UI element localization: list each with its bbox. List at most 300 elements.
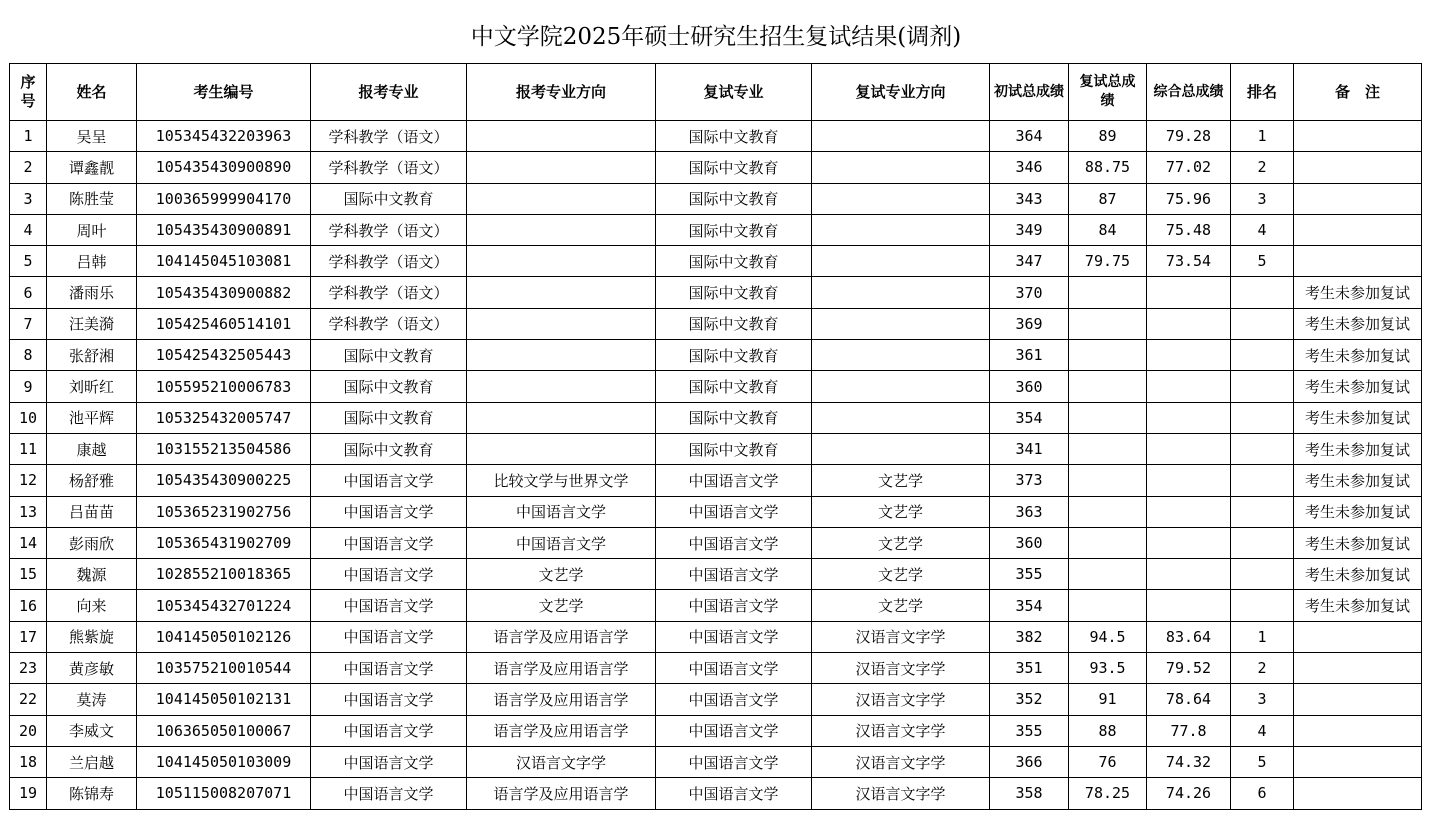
- cell-note: 考生未参加复试: [1294, 527, 1422, 558]
- cell-seq: 14: [10, 527, 47, 558]
- cell-overall-score: [1147, 559, 1231, 590]
- cell-name: 吴呈: [47, 121, 137, 152]
- cell-retest-major: 中国语言文学: [656, 778, 812, 809]
- cell-rank: 4: [1231, 214, 1294, 245]
- cell-seq: 6: [10, 277, 47, 308]
- cell-retest-major: 国际中文教育: [656, 277, 812, 308]
- table-row: [10, 340, 1422, 371]
- table-row: [10, 559, 1422, 590]
- cell-seq: 15: [10, 559, 47, 590]
- cell-candidate-id: 105115008207071: [137, 778, 311, 809]
- cell-note: [1294, 653, 1422, 684]
- table-row: [10, 402, 1422, 433]
- cell-retest-major: 国际中文教育: [656, 340, 812, 371]
- cell-name: 杨舒雅: [47, 465, 137, 496]
- cell-retest-direction: 文艺学: [812, 590, 990, 621]
- cell-seq: 19: [10, 778, 47, 809]
- cell-name: 熊紫旋: [47, 621, 137, 652]
- header-row: [10, 64, 1422, 121]
- page-title: 中文学院2025年硕士研究生招生复试结果(调剂): [470, 24, 962, 50]
- cell-rank: [1231, 496, 1294, 527]
- cell-overall-score: 83.64: [1147, 621, 1231, 652]
- cell-rank: [1231, 559, 1294, 590]
- cell-overall-score: 79.28: [1147, 121, 1231, 152]
- cell-overall-score: [1147, 402, 1231, 433]
- cell-retest-score: [1069, 433, 1147, 464]
- cell-name: 谭鑫靓: [47, 152, 137, 183]
- cell-candidate-id: 105595210006783: [137, 371, 311, 402]
- cell-rank: [1231, 465, 1294, 496]
- cell-initial-score: 363: [990, 496, 1069, 527]
- cell-retest-direction: [812, 183, 990, 214]
- cell-applied-direction: [467, 402, 656, 433]
- cell-applied-direction: [467, 308, 656, 339]
- table-row: [10, 277, 1422, 308]
- header-retest-score: 复试总成绩: [1069, 64, 1147, 121]
- cell-overall-score: 74.26: [1147, 778, 1231, 809]
- header-rank: 排名: [1231, 64, 1294, 121]
- cell-retest-direction: 文艺学: [812, 465, 990, 496]
- cell-retest-direction: 文艺学: [812, 559, 990, 590]
- cell-seq: 23: [10, 653, 47, 684]
- cell-retest-score: [1069, 590, 1147, 621]
- cell-candidate-id: 100365999904170: [137, 183, 311, 214]
- cell-seq: 18: [10, 746, 47, 777]
- cell-candidate-id: 105435430900882: [137, 277, 311, 308]
- cell-note: [1294, 778, 1422, 809]
- cell-applied-direction: [467, 340, 656, 371]
- cell-rank: 2: [1231, 653, 1294, 684]
- header-initial-score: 初试总成绩: [990, 64, 1069, 121]
- cell-applied-direction: [467, 152, 656, 183]
- cell-candidate-id: 105365231902756: [137, 496, 311, 527]
- cell-name: 莫涛: [47, 684, 137, 715]
- cell-retest-major: 国际中文教育: [656, 371, 812, 402]
- cell-retest-major: 中国语言文学: [656, 559, 812, 590]
- cell-name: 彭雨欣: [47, 527, 137, 558]
- table-row: [10, 121, 1422, 152]
- cell-retest-score: 87: [1069, 183, 1147, 214]
- cell-retest-major: 中国语言文学: [656, 653, 812, 684]
- cell-seq: 2: [10, 152, 47, 183]
- cell-applied-major: 中国语言文学: [311, 778, 467, 809]
- cell-overall-score: 77.02: [1147, 152, 1231, 183]
- cell-seq: 20: [10, 715, 47, 746]
- cell-seq: 12: [10, 465, 47, 496]
- cell-overall-score: 77.8: [1147, 715, 1231, 746]
- cell-applied-direction: [467, 183, 656, 214]
- table-row: [10, 433, 1422, 464]
- cell-candidate-id: 106365050100067: [137, 715, 311, 746]
- cell-applied-direction: 语言学及应用语言学: [467, 684, 656, 715]
- table-row: [10, 715, 1422, 746]
- table-row: [10, 183, 1422, 214]
- cell-name: 黄彦敏: [47, 653, 137, 684]
- cell-initial-score: 341: [990, 433, 1069, 464]
- cell-retest-direction: 汉语言文字学: [812, 684, 990, 715]
- cell-overall-score: 74.32: [1147, 746, 1231, 777]
- cell-applied-major: 学科教学（语文）: [311, 308, 467, 339]
- cell-retest-score: 93.5: [1069, 653, 1147, 684]
- cell-retest-direction: [812, 152, 990, 183]
- cell-initial-score: 347: [990, 246, 1069, 277]
- cell-note: [1294, 183, 1422, 214]
- cell-note: [1294, 715, 1422, 746]
- cell-overall-score: [1147, 496, 1231, 527]
- cell-retest-score: [1069, 308, 1147, 339]
- cell-retest-direction: 汉语言文字学: [812, 778, 990, 809]
- cell-applied-direction: 语言学及应用语言学: [467, 653, 656, 684]
- cell-retest-score: [1069, 340, 1147, 371]
- cell-overall-score: 75.48: [1147, 214, 1231, 245]
- cell-rank: 1: [1231, 121, 1294, 152]
- table-row: [10, 214, 1422, 245]
- cell-retest-direction: 汉语言文字学: [812, 653, 990, 684]
- cell-initial-score: 354: [990, 590, 1069, 621]
- cell-applied-direction: [467, 214, 656, 245]
- cell-applied-major: 中国语言文学: [311, 621, 467, 652]
- cell-applied-major: 中国语言文学: [311, 465, 467, 496]
- cell-note: 考生未参加复试: [1294, 277, 1422, 308]
- cell-applied-major: 国际中文教育: [311, 340, 467, 371]
- cell-retest-score: 84: [1069, 214, 1147, 245]
- cell-candidate-id: 102855210018365: [137, 559, 311, 590]
- cell-note: 考生未参加复试: [1294, 402, 1422, 433]
- cell-name: 陈胜莹: [47, 183, 137, 214]
- cell-applied-major: 学科教学（语文）: [311, 246, 467, 277]
- cell-applied-major: 学科教学（语文）: [311, 152, 467, 183]
- cell-applied-direction: 语言学及应用语言学: [467, 715, 656, 746]
- cell-applied-direction: 文艺学: [467, 559, 656, 590]
- cell-name: 魏源: [47, 559, 137, 590]
- cell-retest-major: 中国语言文学: [656, 527, 812, 558]
- cell-note: [1294, 746, 1422, 777]
- cell-applied-major: 学科教学（语文）: [311, 277, 467, 308]
- cell-candidate-id: 105345432701224: [137, 590, 311, 621]
- cell-seq: 17: [10, 621, 47, 652]
- cell-applied-major: 中国语言文学: [311, 559, 467, 590]
- cell-retest-score: [1069, 371, 1147, 402]
- cell-note: 考生未参加复试: [1294, 590, 1422, 621]
- cell-initial-score: 346: [990, 152, 1069, 183]
- cell-candidate-id: 104145050103009: [137, 746, 311, 777]
- cell-seq: 13: [10, 496, 47, 527]
- cell-applied-direction: [467, 277, 656, 308]
- cell-retest-score: 88: [1069, 715, 1147, 746]
- cell-initial-score: 354: [990, 402, 1069, 433]
- cell-initial-score: 349: [990, 214, 1069, 245]
- cell-overall-score: [1147, 371, 1231, 402]
- cell-applied-direction: 语言学及应用语言学: [467, 778, 656, 809]
- cell-seq: 8: [10, 340, 47, 371]
- cell-overall-score: 78.64: [1147, 684, 1231, 715]
- cell-retest-direction: [812, 402, 990, 433]
- table-row: [10, 152, 1422, 183]
- cell-name: 吕苗苗: [47, 496, 137, 527]
- table-row: [10, 778, 1422, 809]
- cell-initial-score: 351: [990, 653, 1069, 684]
- cell-overall-score: [1147, 433, 1231, 464]
- cell-overall-score: [1147, 527, 1231, 558]
- cell-seq: 3: [10, 183, 47, 214]
- cell-applied-direction: 中国语言文学: [467, 496, 656, 527]
- table-row: [10, 496, 1422, 527]
- header-applied-direction: 报考专业方向: [467, 64, 656, 121]
- cell-note: 考生未参加复试: [1294, 371, 1422, 402]
- cell-note: [1294, 214, 1422, 245]
- table-row: [10, 308, 1422, 339]
- cell-retest-major: 中国语言文学: [656, 715, 812, 746]
- cell-applied-major: 中国语言文学: [311, 684, 467, 715]
- cell-initial-score: 355: [990, 715, 1069, 746]
- cell-name: 刘昕红: [47, 371, 137, 402]
- header-retest-major: 复试专业: [656, 64, 812, 121]
- cell-note: 考生未参加复试: [1294, 340, 1422, 371]
- cell-applied-direction: [467, 121, 656, 152]
- cell-retest-direction: [812, 246, 990, 277]
- cell-initial-score: 360: [990, 371, 1069, 402]
- cell-applied-direction: [467, 433, 656, 464]
- cell-name: 李威文: [47, 715, 137, 746]
- table-row: [10, 246, 1422, 277]
- table-row: [10, 746, 1422, 777]
- cell-note: 考生未参加复试: [1294, 465, 1422, 496]
- cell-name: 向来: [47, 590, 137, 621]
- cell-seq: 9: [10, 371, 47, 402]
- cell-retest-score: [1069, 465, 1147, 496]
- cell-applied-major: 中国语言文学: [311, 496, 467, 527]
- cell-note: [1294, 246, 1422, 277]
- cell-rank: [1231, 590, 1294, 621]
- cell-initial-score: 343: [990, 183, 1069, 214]
- header-seq: 序号: [10, 64, 47, 121]
- cell-rank: 5: [1231, 246, 1294, 277]
- cell-retest-major: 国际中文教育: [656, 433, 812, 464]
- cell-candidate-id: 104145050102131: [137, 684, 311, 715]
- cell-retest-score: [1069, 559, 1147, 590]
- cell-retest-major: 中国语言文学: [656, 621, 812, 652]
- cell-overall-score: [1147, 590, 1231, 621]
- cell-rank: 3: [1231, 684, 1294, 715]
- header-overall-score: 综合总成绩: [1147, 64, 1231, 121]
- header-applied-major: 报考专业: [311, 64, 467, 121]
- cell-retest-score: 88.75: [1069, 152, 1147, 183]
- cell-retest-score: [1069, 402, 1147, 433]
- cell-note: [1294, 621, 1422, 652]
- cell-applied-major: 中国语言文学: [311, 653, 467, 684]
- cell-initial-score: 370: [990, 277, 1069, 308]
- header-note: 备 注: [1294, 64, 1422, 121]
- cell-applied-major: 学科教学（语文）: [311, 214, 467, 245]
- header-id: 考生编号: [137, 64, 311, 121]
- cell-name: 汪美漪: [47, 308, 137, 339]
- cell-retest-score: 79.75: [1069, 246, 1147, 277]
- cell-initial-score: 360: [990, 527, 1069, 558]
- cell-initial-score: 361: [990, 340, 1069, 371]
- cell-overall-score: [1147, 277, 1231, 308]
- cell-note: 考生未参加复试: [1294, 496, 1422, 527]
- cell-retest-major: 国际中文教育: [656, 121, 812, 152]
- cell-applied-major: 国际中文教育: [311, 371, 467, 402]
- cell-name: 吕韩: [47, 246, 137, 277]
- cell-name: 兰启越: [47, 746, 137, 777]
- cell-retest-score: 78.25: [1069, 778, 1147, 809]
- cell-rank: [1231, 277, 1294, 308]
- cell-retest-direction: [812, 308, 990, 339]
- cell-retest-score: [1069, 277, 1147, 308]
- cell-retest-score: 76: [1069, 746, 1147, 777]
- cell-retest-major: 中国语言文学: [656, 684, 812, 715]
- cell-retest-direction: [812, 433, 990, 464]
- cell-overall-score: [1147, 465, 1231, 496]
- cell-seq: 4: [10, 214, 47, 245]
- cell-retest-major: 国际中文教育: [656, 183, 812, 214]
- cell-retest-score: 94.5: [1069, 621, 1147, 652]
- table-row: [10, 527, 1422, 558]
- table-row: [10, 371, 1422, 402]
- cell-applied-direction: [467, 246, 656, 277]
- cell-candidate-id: 105365431902709: [137, 527, 311, 558]
- table-row: [10, 684, 1422, 715]
- cell-name: 池平辉: [47, 402, 137, 433]
- cell-rank: [1231, 371, 1294, 402]
- cell-retest-major: 中国语言文学: [656, 496, 812, 527]
- cell-retest-direction: 汉语言文字学: [812, 621, 990, 652]
- cell-retest-major: 国际中文教育: [656, 152, 812, 183]
- cell-retest-direction: 文艺学: [812, 527, 990, 558]
- cell-applied-major: 中国语言文学: [311, 746, 467, 777]
- cell-initial-score: 355: [990, 559, 1069, 590]
- cell-overall-score: 75.96: [1147, 183, 1231, 214]
- cell-applied-direction: 中国语言文学: [467, 527, 656, 558]
- table-body: [10, 121, 1422, 810]
- cell-retest-direction: [812, 371, 990, 402]
- cell-applied-direction: 文艺学: [467, 590, 656, 621]
- cell-rank: 1: [1231, 621, 1294, 652]
- header-retest-direction: 复试专业方向: [812, 64, 990, 121]
- cell-candidate-id: 105345432203963: [137, 121, 311, 152]
- cell-applied-direction: 汉语言文字学: [467, 746, 656, 777]
- cell-seq: 1: [10, 121, 47, 152]
- cell-name: 周叶: [47, 214, 137, 245]
- cell-seq: 10: [10, 402, 47, 433]
- table-row: [10, 465, 1422, 496]
- cell-retest-major: 中国语言文学: [656, 746, 812, 777]
- header-name: 姓名: [47, 64, 137, 121]
- cell-overall-score: [1147, 340, 1231, 371]
- cell-rank: 3: [1231, 183, 1294, 214]
- cell-note: [1294, 121, 1422, 152]
- cell-candidate-id: 105425432505443: [137, 340, 311, 371]
- cell-retest-direction: [812, 340, 990, 371]
- cell-applied-major: 国际中文教育: [311, 433, 467, 464]
- cell-applied-major: 学科教学（语文）: [311, 121, 467, 152]
- cell-overall-score: 73.54: [1147, 246, 1231, 277]
- cell-name: 潘雨乐: [47, 277, 137, 308]
- cell-candidate-id: 103155213504586: [137, 433, 311, 464]
- cell-rank: [1231, 402, 1294, 433]
- cell-initial-score: 382: [990, 621, 1069, 652]
- cell-note: 考生未参加复试: [1294, 308, 1422, 339]
- cell-initial-score: 358: [990, 778, 1069, 809]
- cell-applied-major: 中国语言文学: [311, 715, 467, 746]
- cell-rank: 2: [1231, 152, 1294, 183]
- cell-retest-direction: [812, 277, 990, 308]
- cell-note: [1294, 152, 1422, 183]
- cell-candidate-id: 105435430900225: [137, 465, 311, 496]
- cell-rank: 4: [1231, 715, 1294, 746]
- cell-candidate-id: 103575210010544: [137, 653, 311, 684]
- cell-applied-major: 中国语言文学: [311, 590, 467, 621]
- cell-retest-major: 中国语言文学: [656, 465, 812, 496]
- cell-initial-score: 366: [990, 746, 1069, 777]
- cell-retest-direction: [812, 214, 990, 245]
- cell-candidate-id: 105435430900891: [137, 214, 311, 245]
- cell-candidate-id: 105425460514101: [137, 308, 311, 339]
- cell-name: 陈锦寿: [47, 778, 137, 809]
- cell-rank: 5: [1231, 746, 1294, 777]
- cell-initial-score: 373: [990, 465, 1069, 496]
- cell-candidate-id: 105325432005747: [137, 402, 311, 433]
- cell-rank: 6: [1231, 778, 1294, 809]
- cell-initial-score: 369: [990, 308, 1069, 339]
- cell-retest-direction: 汉语言文字学: [812, 746, 990, 777]
- cell-seq: 22: [10, 684, 47, 715]
- table-row: [10, 621, 1422, 652]
- cell-retest-major: 国际中文教育: [656, 246, 812, 277]
- cell-applied-major: 中国语言文学: [311, 527, 467, 558]
- cell-retest-score: 91: [1069, 684, 1147, 715]
- cell-retest-direction: 汉语言文字学: [812, 715, 990, 746]
- cell-name: 康越: [47, 433, 137, 464]
- table-row: [10, 590, 1422, 621]
- cell-applied-major: 国际中文教育: [311, 402, 467, 433]
- cell-retest-major: 中国语言文学: [656, 590, 812, 621]
- cell-rank: [1231, 433, 1294, 464]
- cell-applied-direction: 比较文学与世界文学: [467, 465, 656, 496]
- cell-retest-score: 89: [1069, 121, 1147, 152]
- cell-retest-direction: [812, 121, 990, 152]
- cell-retest-major: 国际中文教育: [656, 308, 812, 339]
- cell-candidate-id: 105435430900890: [137, 152, 311, 183]
- cell-note: 考生未参加复试: [1294, 433, 1422, 464]
- cell-retest-major: 国际中文教育: [656, 214, 812, 245]
- cell-note: [1294, 684, 1422, 715]
- cell-rank: [1231, 527, 1294, 558]
- cell-seq: 5: [10, 246, 47, 277]
- cell-initial-score: 352: [990, 684, 1069, 715]
- cell-rank: [1231, 340, 1294, 371]
- cell-candidate-id: 104145050102126: [137, 621, 311, 652]
- cell-rank: [1231, 308, 1294, 339]
- cell-note: 考生未参加复试: [1294, 559, 1422, 590]
- results-table: [9, 63, 1422, 810]
- cell-retest-score: [1069, 527, 1147, 558]
- cell-candidate-id: 104145045103081: [137, 246, 311, 277]
- cell-seq: 7: [10, 308, 47, 339]
- cell-overall-score: [1147, 308, 1231, 339]
- cell-applied-direction: 语言学及应用语言学: [467, 621, 656, 652]
- table-row: [10, 653, 1422, 684]
- cell-seq: 11: [10, 433, 47, 464]
- cell-applied-direction: [467, 371, 656, 402]
- cell-retest-major: 国际中文教育: [656, 402, 812, 433]
- cell-name: 张舒湘: [47, 340, 137, 371]
- cell-applied-major: 国际中文教育: [311, 183, 467, 214]
- cell-initial-score: 364: [990, 121, 1069, 152]
- cell-retest-direction: 文艺学: [812, 496, 990, 527]
- cell-seq: 16: [10, 590, 47, 621]
